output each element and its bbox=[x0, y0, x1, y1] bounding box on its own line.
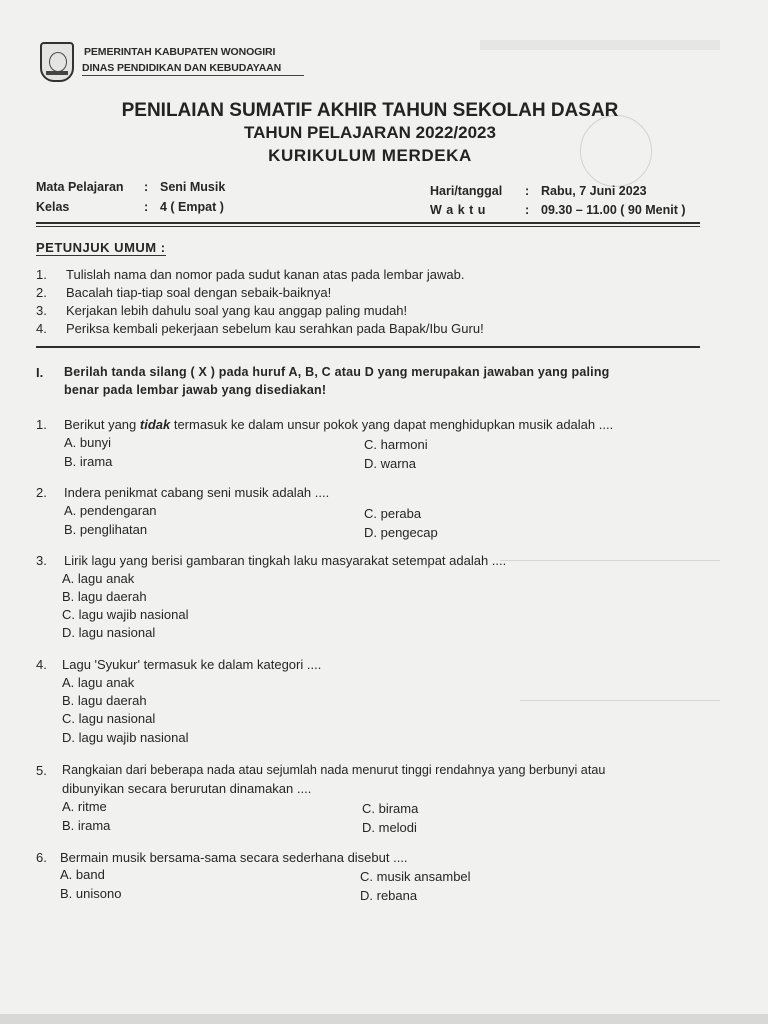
option-c: C. lagu nasional bbox=[62, 711, 156, 726]
agency-name-line2: DINAS PENDIDIKAN DAN KEBUDAYAAN bbox=[82, 62, 282, 74]
subject-label: Mata Pelajaran bbox=[36, 180, 124, 194]
date-value: Rabu, 7 Juni 2023 bbox=[541, 184, 647, 198]
instruction-text: Periksa kembali pekerjaan sebelum kau serahkan pada Bapak/Ibu Guru! bbox=[66, 321, 484, 336]
show-through-line bbox=[500, 560, 720, 561]
option-c: C. birama bbox=[362, 801, 419, 816]
option-d: D. lagu nasional bbox=[62, 625, 156, 640]
question-number: 5. bbox=[36, 763, 47, 778]
question-number: 6. bbox=[36, 850, 47, 865]
instruction-number: 3. bbox=[36, 303, 47, 318]
option-b: B. lagu daerah bbox=[62, 693, 147, 708]
part-heading-line2: benar pada lembar jawab yang disediakan! bbox=[64, 383, 327, 397]
question-text: Lirik lagu yang berisi gambaran tingkah laku masyarakat setempat adalah .... bbox=[64, 553, 507, 568]
exam-title: PENILAIAN SUMATIF AKHIR TAHUN SEKOLAH DASAR bbox=[121, 100, 619, 121]
curriculum-title: KURIKULUM MERDEKA bbox=[268, 146, 472, 165]
class-label: Kelas bbox=[36, 200, 70, 214]
option-c: C. harmoni bbox=[364, 437, 428, 452]
option-d: D. lagu wajib nasional bbox=[62, 730, 189, 745]
header-rule-thick bbox=[36, 222, 700, 224]
question-text: Bermain musik bersama-sama secara sederhana disebut .... bbox=[60, 850, 408, 865]
instruction-number: 4. bbox=[36, 321, 47, 336]
header-rule-thin bbox=[36, 226, 700, 227]
instructions-title: PETUNJUK UMUM : bbox=[36, 240, 166, 255]
instruction-text: Bacalah tiap-tiap soal dengan sebaik-baiknya! bbox=[66, 285, 332, 300]
instruction-number: 2. bbox=[36, 285, 47, 300]
question-text-line1: Rangkaian dari beberapa nada atau sejumlah nada menurut tinggi rendahnya yang berbunyi atau bbox=[62, 763, 606, 777]
question-number: 2. bbox=[36, 485, 47, 500]
option-b: B. unisono bbox=[60, 886, 122, 901]
question-text: Berikut yang tidak termasuk ke dalam unsur pokok yang dapat menghidupkan musik adalah .... bbox=[64, 417, 614, 432]
option-c: C. lagu wajib nasional bbox=[62, 607, 189, 622]
instruction-text: Tulislah nama dan nomor pada sudut kanan atas pada lembar jawab. bbox=[66, 267, 465, 282]
question-text: Lagu 'Syukur' termasuk ke dalam kategori .... bbox=[62, 657, 322, 672]
subject-value: Seni Musik bbox=[160, 180, 226, 194]
question-number: 1. bbox=[36, 417, 47, 432]
option-d: D. warna bbox=[364, 456, 417, 471]
agency-underline bbox=[82, 75, 304, 76]
option-d: D. rebana bbox=[360, 888, 418, 903]
option-b: B. penglihatan bbox=[64, 522, 148, 537]
time-value: 09.30 – 11.00 ( 90 Menit ) bbox=[541, 203, 686, 217]
subject-separator: : bbox=[144, 180, 149, 194]
page-bottom-edge bbox=[0, 1014, 768, 1024]
show-through-mark bbox=[480, 40, 720, 50]
time-label: W a k t u bbox=[430, 203, 486, 217]
option-a: A. band bbox=[60, 867, 105, 882]
option-a: A. lagu anak bbox=[62, 675, 135, 690]
question-number: 4. bbox=[36, 657, 47, 672]
regency-emblem-icon bbox=[40, 42, 74, 82]
instruction-number: 1. bbox=[36, 267, 47, 282]
option-c: C. musik ansambel bbox=[360, 869, 471, 884]
instructions-rule bbox=[36, 346, 700, 348]
instruction-text: Kerjakan lebih dahulu soal yang kau anggap paling mudah! bbox=[66, 303, 408, 318]
option-c: C. peraba bbox=[364, 506, 422, 521]
option-a: A. bunyi bbox=[64, 435, 111, 450]
class-separator: : bbox=[144, 200, 149, 214]
question-number: 3. bbox=[36, 553, 47, 568]
class-value: 4 ( Empat ) bbox=[160, 200, 224, 214]
date-separator: : bbox=[525, 184, 530, 198]
question-text: Indera penikmat cabang seni musik adalah .... bbox=[64, 485, 330, 500]
part-heading-line1: Berilah tanda silang ( X ) pada huruf A, B, C atau D yang merupakan jawaban yang paling bbox=[64, 365, 610, 379]
option-d: D. melodi bbox=[362, 820, 417, 835]
part-numeral: I. bbox=[36, 365, 44, 380]
agency-name-line1: PEMERINTAH KABUPATEN WONOGIRI bbox=[84, 46, 276, 58]
option-b: B. irama bbox=[64, 454, 113, 469]
show-through-line bbox=[520, 700, 720, 701]
option-a: A. ritme bbox=[62, 799, 107, 814]
option-b: B. lagu daerah bbox=[62, 589, 147, 604]
option-a: A. lagu anak bbox=[62, 571, 135, 586]
option-a: A. pendengaran bbox=[64, 503, 157, 518]
time-separator: : bbox=[525, 203, 530, 217]
date-label: Hari/tanggal bbox=[430, 184, 503, 198]
option-d: D. pengecap bbox=[364, 525, 438, 540]
school-year: TAHUN PELAJARAN 2022/2023 bbox=[244, 123, 496, 142]
option-b: B. irama bbox=[62, 818, 111, 833]
question-text-line2: dibunyikan secara berurutan dinamakan .... bbox=[62, 781, 312, 796]
question-emphasis: tidak bbox=[139, 417, 171, 432]
